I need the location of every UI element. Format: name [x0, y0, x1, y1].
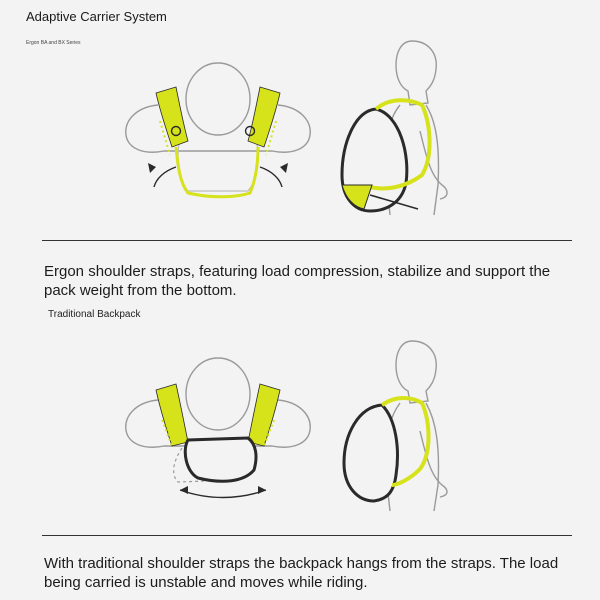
- traditional-top-view-figure: [118, 350, 318, 510]
- right-strap: [248, 384, 280, 446]
- right-arrowhead: [280, 163, 288, 173]
- right-arrow: [260, 167, 282, 187]
- section-divider: [42, 240, 572, 241]
- section-label: Traditional Backpack: [48, 309, 141, 320]
- head-outline: [186, 63, 250, 135]
- section-caption: With traditional shoulder straps the backpack hangs from the straps. The load being carried is unstable and moves while riding.: [44, 555, 559, 591]
- person-head: [396, 41, 436, 105]
- head-outline: [186, 358, 250, 430]
- backpack-side: [344, 405, 397, 501]
- section-caption: Ergon shoulder straps, featuring load compression, stabilize and support the pack weight from the bottom.: [44, 263, 551, 299]
- pack-outline-top-view: [176, 147, 258, 197]
- page-subtitle: Ergon BA and BX Series: [26, 40, 81, 46]
- body-outline: [178, 139, 258, 191]
- right-strap: [248, 87, 280, 147]
- left-strap: [156, 87, 188, 147]
- sway-arrowhead-right: [258, 486, 266, 494]
- section-divider: [42, 535, 572, 536]
- left-arrowhead: [148, 163, 156, 173]
- traditional-side-view-figure: [330, 335, 470, 515]
- sway-arrow: [180, 490, 266, 498]
- left-strap: [156, 384, 188, 446]
- ergon-top-view-figure: [118, 55, 318, 205]
- sway-arrowhead-left: [180, 486, 188, 494]
- page-title: Adaptive Carrier System: [26, 9, 167, 24]
- ergon-side-view-figure: [330, 35, 470, 220]
- pack-top-view: [185, 438, 256, 481]
- left-arrow: [154, 167, 176, 187]
- person-head: [396, 341, 436, 403]
- person-arm: [420, 131, 447, 199]
